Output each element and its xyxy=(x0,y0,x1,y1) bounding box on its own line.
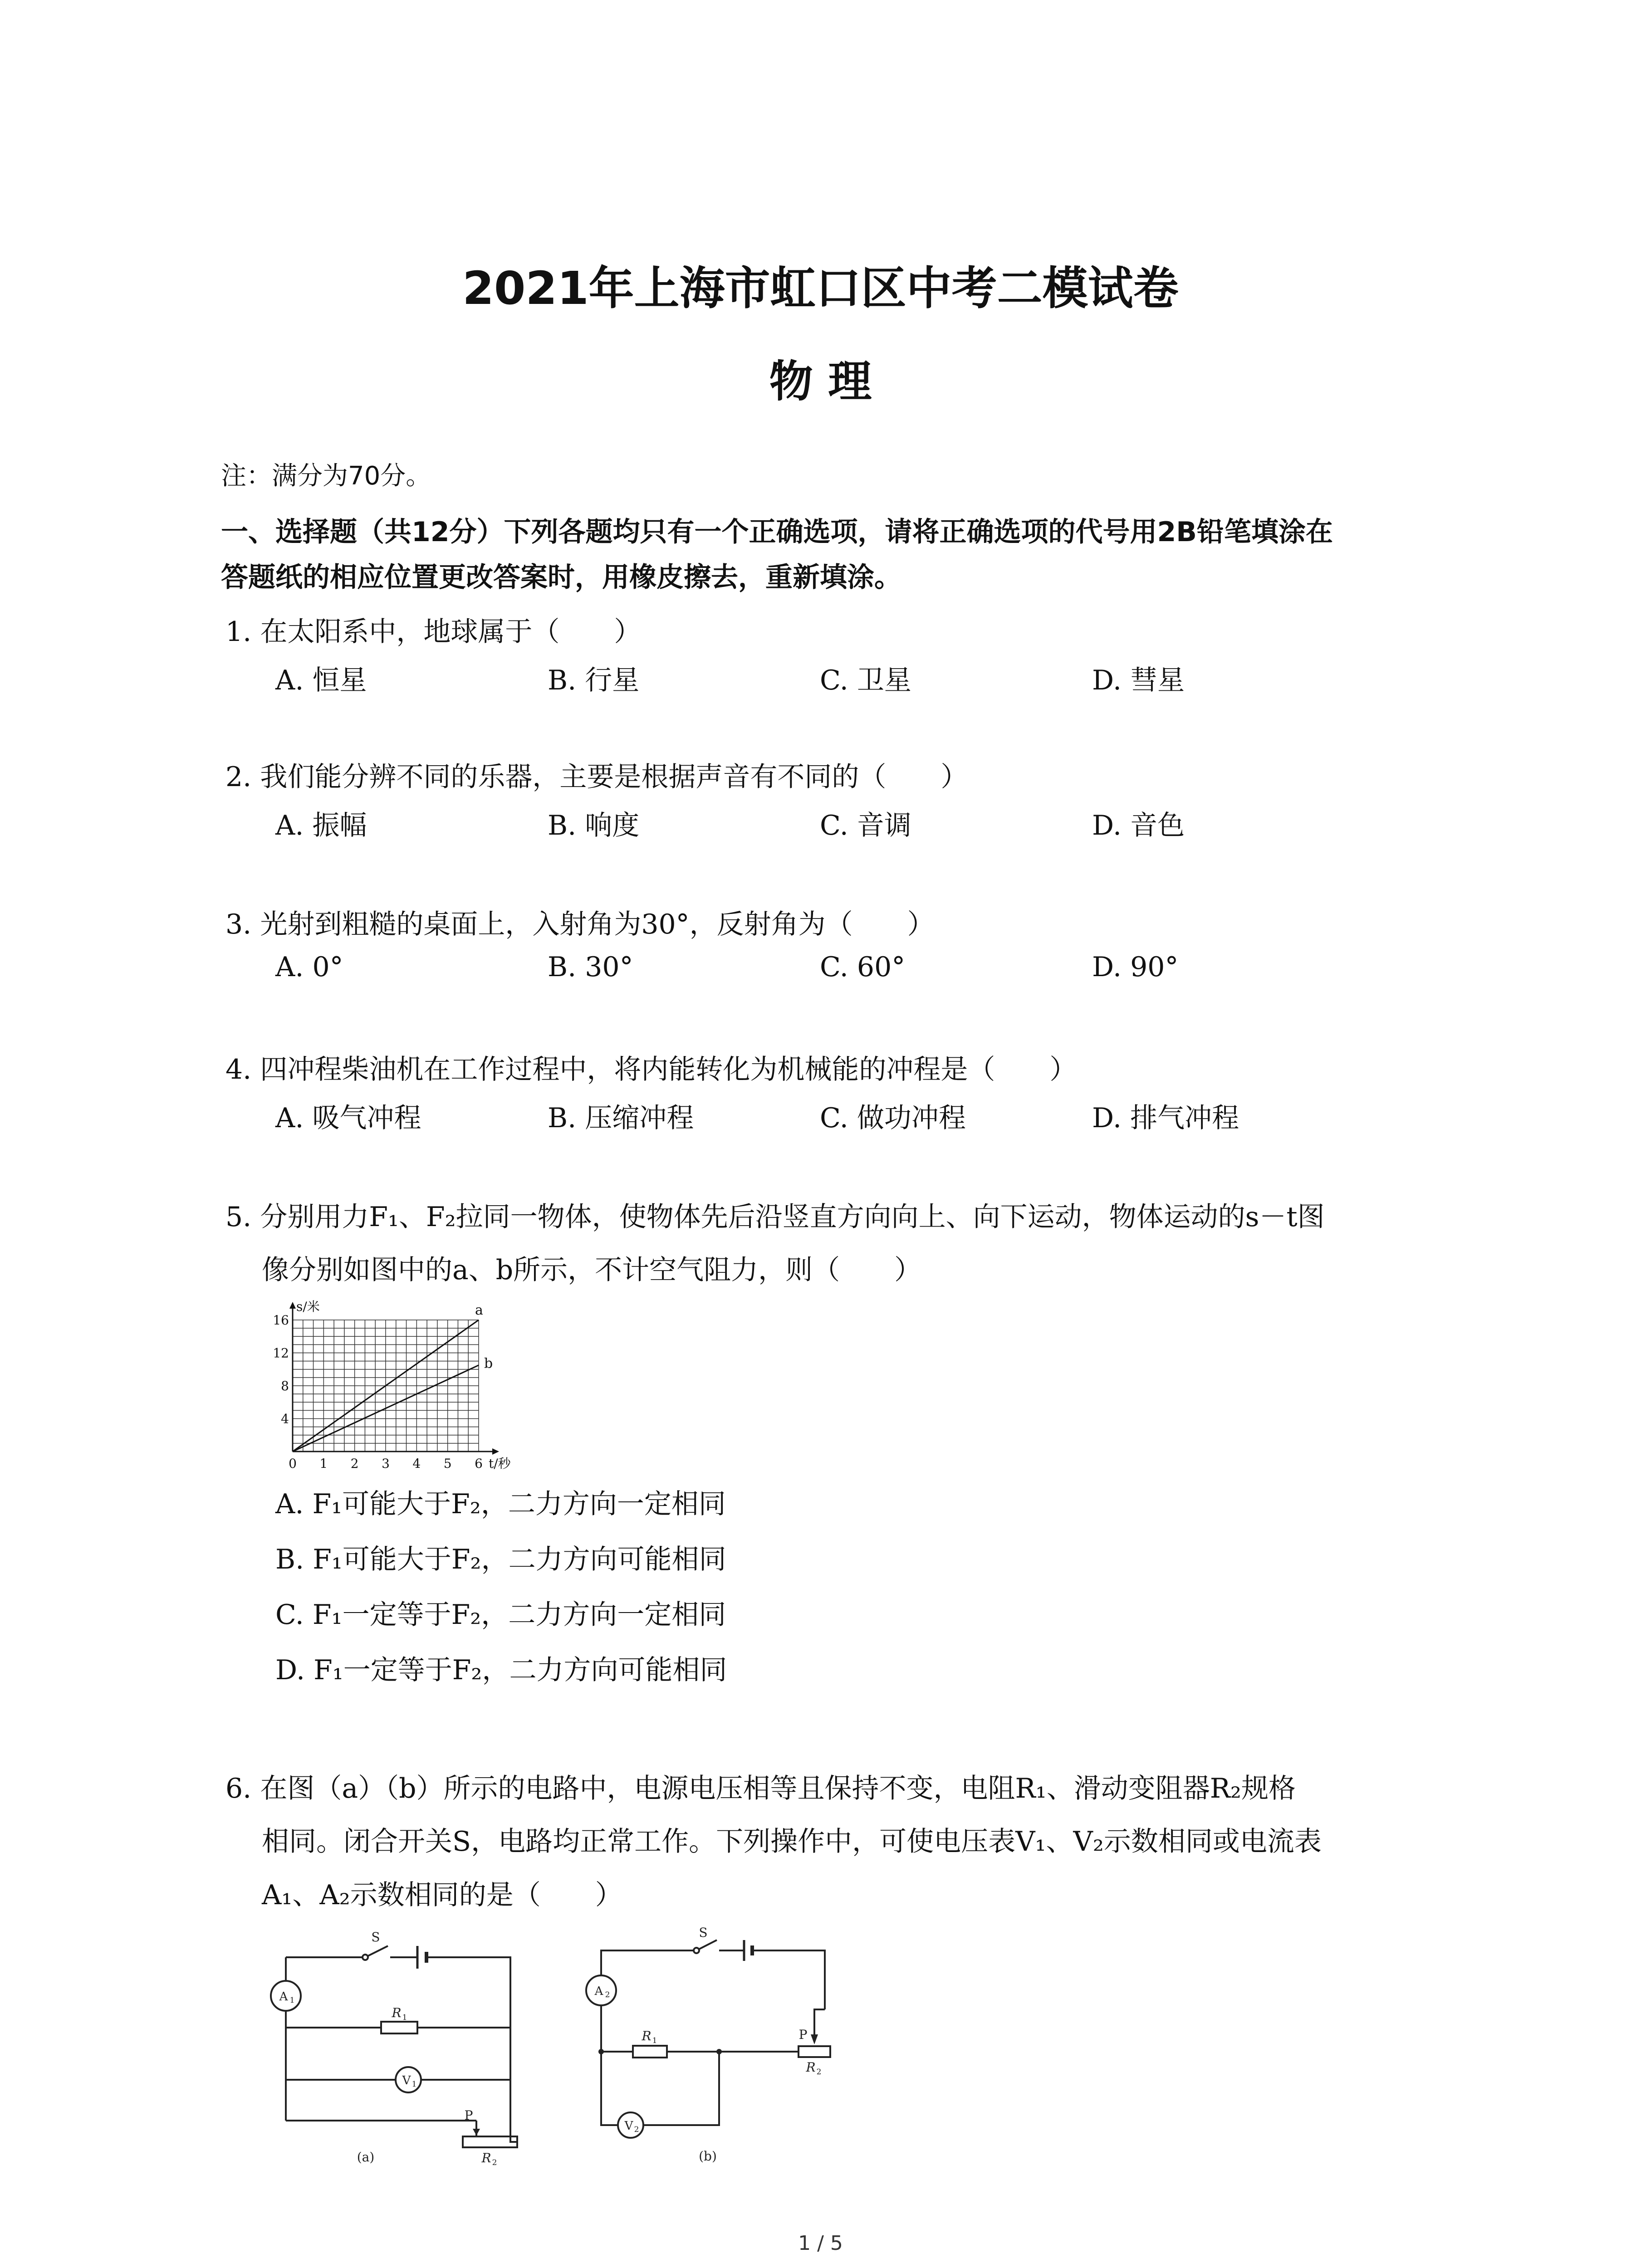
question-1-stem: 1. 在太阳系中，地球属于（ ） xyxy=(225,616,642,648)
rheostat-r2-b xyxy=(798,2046,830,2057)
y-tick-label: 16 xyxy=(273,1313,289,1328)
x-tick-label: 1 xyxy=(319,1456,328,1471)
label-r1-sub-a: 1 xyxy=(402,2013,407,2022)
score-note: 注：满分为70分。 xyxy=(221,461,431,491)
st-graph xyxy=(272,1297,526,1479)
question-4-stem: 4. 四冲程柴油机在工作过程中，将内能转化为机械能的冲程是（ ） xyxy=(225,1054,1077,1085)
question-4-option-a: A. 吸气冲程 xyxy=(275,1102,421,1134)
question-3-option-d: D. 90° xyxy=(1092,951,1179,983)
label-ammeter-b: A xyxy=(594,1984,603,1998)
series-label-b: b xyxy=(484,1355,493,1372)
rheostat-r2-a xyxy=(463,2136,517,2147)
question-6-stem-line2: 相同。闭合开关S，电路均正常工作。下列操作中，可使电压表V₁、V₂示数相同或电流表 xyxy=(262,1826,1322,1857)
x-tick-label: 6 xyxy=(475,1456,483,1471)
exam-title: 2021年上海市虹口区中考二模试卷 xyxy=(462,262,1179,315)
label-ammeter-sub-b: 2 xyxy=(605,1990,610,1999)
slider-arrow-a xyxy=(473,2129,480,2136)
question-6-stem-line3: A₁、A₂示数相同的是（ ） xyxy=(262,1879,622,1911)
caption-a: (a) xyxy=(357,2150,375,2165)
question-4-option-b: B. 压缩冲程 xyxy=(548,1102,694,1134)
question-3-stem: 3. 光射到粗糙的桌面上，入射角为30°，反射角为（ ） xyxy=(225,909,935,940)
y-axis-arrow xyxy=(289,1302,296,1309)
question-5-option-c: C. F₁一定等于F₂，二力方向一定相同 xyxy=(275,1599,726,1631)
y-tick-label: 4 xyxy=(281,1411,289,1427)
question-3-option-a: A. 0° xyxy=(275,951,343,983)
series-label-a: a xyxy=(475,1302,483,1318)
question-4-option-d: D. 排气冲程 xyxy=(1092,1102,1239,1134)
x-tick-label: 4 xyxy=(412,1456,421,1471)
label-voltmeter-a: V xyxy=(402,2074,411,2087)
label-r2-sub-b: 2 xyxy=(816,2068,822,2077)
label-r2-a: R xyxy=(481,2151,491,2165)
circuit-diagram-a xyxy=(259,1926,540,2166)
label-r1-b: R xyxy=(642,2028,652,2043)
page-number: 1 / 5 xyxy=(798,2232,843,2255)
graph-tick-labels xyxy=(273,1299,511,1471)
label-voltmeter-sub-a: 1 xyxy=(411,2080,417,2089)
question-1-option-d: D. 彗星 xyxy=(1092,665,1185,696)
label-r2-sub-a: 2 xyxy=(492,2158,497,2166)
resistor-r1-b xyxy=(633,2046,667,2058)
label-switch-a: S xyxy=(371,1930,380,1945)
label-voltmeter-sub-b: 2 xyxy=(634,2125,639,2134)
question-2-option-a: A. 振幅 xyxy=(275,810,367,841)
question-2-stem: 2. 我们能分辨不同的乐器，主要是根据声音有不同的（ ） xyxy=(225,761,968,793)
question-5-option-d: D. F₁一定等于F₂，二力方向可能相同 xyxy=(275,1654,727,1686)
label-ammeter-a: A xyxy=(279,1990,288,2004)
section-heading-line2: 答题纸的相应位置更改答案时，用橡皮擦去，重新填涂。 xyxy=(221,562,901,593)
label-slider-a: P xyxy=(464,2108,473,2123)
circuit-diagram-b xyxy=(572,1926,835,2166)
x-tick-label: 0 xyxy=(289,1456,297,1471)
question-5-option-a: A. F₁可能大于F₂，二力方向一定相同 xyxy=(275,1488,726,1520)
x-axis-arrow xyxy=(492,1448,499,1455)
question-1-option-c: C. 卫星 xyxy=(820,665,911,696)
question-2-option-c: C. 音调 xyxy=(820,810,911,841)
question-6-stem-line1: 6. 在图（a）（b）所示的电路中，电源电压相等且保持不变，电阻R₁、滑动变阻器R₂规格 xyxy=(225,1773,1296,1804)
label-r1-a: R xyxy=(392,2005,402,2020)
label-slider-b: P xyxy=(798,2027,808,2042)
subject-title: 物 理 xyxy=(769,356,872,407)
question-4-option-c: C. 做功冲程 xyxy=(820,1102,966,1134)
y-axis-label: s/米 xyxy=(296,1299,320,1314)
label-voltmeter-b: V xyxy=(624,2119,633,2133)
question-2-option-b: B. 响度 xyxy=(548,810,640,841)
label-switch-b: S xyxy=(699,1926,708,1940)
question-3-option-c: C. 60° xyxy=(820,951,906,983)
x-tick-label: 5 xyxy=(443,1456,452,1471)
resistor-r1-a xyxy=(381,2022,417,2033)
label-ammeter-sub-a: 1 xyxy=(289,1996,295,2005)
label-r2-b: R xyxy=(806,2060,816,2075)
y-tick-label: 12 xyxy=(273,1345,289,1361)
y-tick-label: 8 xyxy=(281,1378,289,1393)
slider-arrow-b xyxy=(811,2034,818,2044)
question-3-option-b: B. 30° xyxy=(548,951,633,983)
label-r1-sub-b: 1 xyxy=(652,2036,657,2045)
question-5-stem-line1: 5. 分别用力F₁、F₂拉同一物体，使物体先后沿竖直方向向上、向下运动，物体运动的s－t图 xyxy=(225,1201,1325,1233)
x-tick-label: 2 xyxy=(350,1456,359,1471)
caption-b: (b) xyxy=(699,2149,717,2164)
section-heading-line1: 一、选择题（共12分）下列各题均只有一个正确选项，请将正确选项的代号用2B铅笔填涂在 xyxy=(221,516,1333,548)
question-5-option-b: B. F₁可能大于F₂，二力方向可能相同 xyxy=(275,1544,726,1575)
question-1-option-a: A. 恒星 xyxy=(275,665,367,696)
x-axis-label: t/秒 xyxy=(489,1456,511,1471)
question-5-stem-line2: 像分别如图中的a、b所示，不计空气阻力，则（ ） xyxy=(262,1254,922,1286)
switch-s-a xyxy=(365,1946,388,1957)
question-1-option-b: B. 行星 xyxy=(548,665,640,696)
question-2-option-d: D. 音色 xyxy=(1092,810,1185,841)
x-tick-label: 3 xyxy=(382,1456,390,1471)
